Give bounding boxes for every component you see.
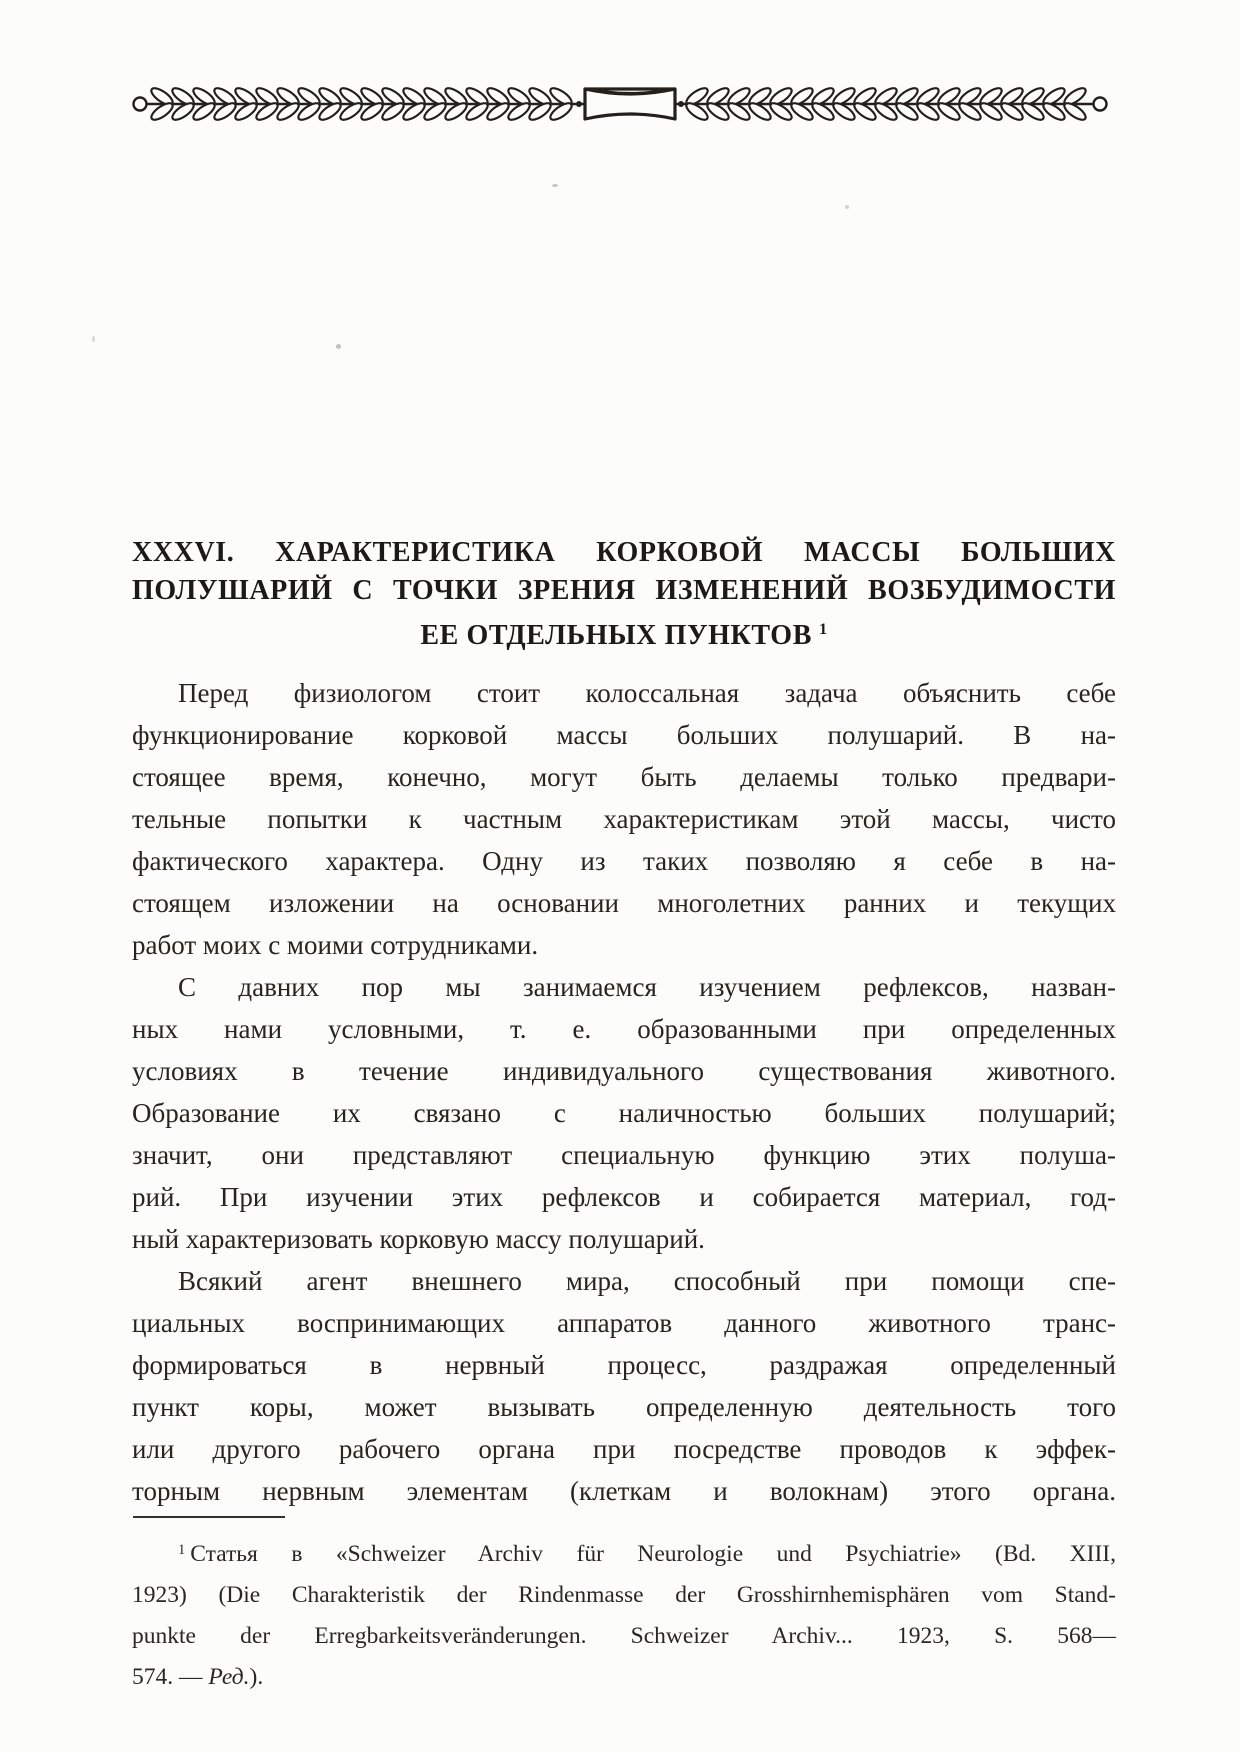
footnote-separator [133,1516,285,1518]
text-line: функционирование корковой массы больших полушарий. В на- [132,720,1116,750]
text-line: пункт коры, может вызывать определенную деятельность того [132,1392,1116,1422]
footnote-marker: 1 [178,1542,186,1558]
chapter-heading-line: XXXVI. ХАРАКТЕРИСТИКА КОРКОВОЙ МАССЫ БОЛЬШИХ [132,537,1116,568]
footnote-line [132,1530,1116,1575]
footnote-editor-note: Ред. [208,1664,250,1690]
body-paragraph [132,672,1116,966]
footnote-text: 574. — [132,1664,209,1690]
text-line: стоящем изложении на основании многолетних ранних и текущих [132,888,1116,918]
text-line: формироваться в нервный процесс, раздражая определенный [132,1350,1116,1380]
text-line: ный характеризовать корковую массу полушарий. [132,1224,705,1254]
text-line: Образование их связано с наличностью больших полушарий; [132,1098,1116,1128]
text-line: условиях в течение индивидуального существования животного. [132,1056,1116,1086]
heading-footnote-ref: 1 [818,620,828,638]
text-line: или другого рабочего органа при посредстве проводов к эффек- [132,1434,1116,1464]
footnote-line [132,1657,1116,1698]
text-line: рий. При изучении этих рефлексов и собирается материал, год- [132,1182,1116,1212]
scan-speck [845,205,849,209]
chapter-heading [132,534,1116,655]
footnote-line: punkte der Erregbarkeitsveränderungen. Schweizer Archiv... 1923, S. 568— [132,1623,1116,1649]
footnote [132,1530,1116,1698]
text-line: Перед физиологом стоит колоссальная задача объяснить себе [178,678,1116,708]
chapter-heading-line: ПОЛУШАРИЙ С ТОЧКИ ЗРЕНИЯ ИЗМЕНЕНИЙ ВОЗБУДИМОСТИ [132,575,1116,606]
text-line: значит, они представляют специальную функцию этих полуша- [132,1140,1116,1170]
text-line: Всякий агент внешнего мира, способный при помощи спе- [178,1266,1116,1296]
text-line: тельные попытки к частным характеристикам этой массы, чисто [132,804,1116,834]
text-line: работ моих с моими сотрудниками. [132,930,539,960]
text-line: стоящее время, конечно, могут быть делаемы только предвари- [132,762,1116,792]
scan-speck [92,336,95,342]
body-paragraph [132,1260,1116,1512]
footnote-text: Статья в «Schweizer Archiv für Neurologie und Psychiatrie» (Bd. XIII, [190,1541,1116,1567]
body-paragraph [132,966,1116,1260]
footnote-text: ). [249,1664,264,1690]
page-body-text [132,672,1116,1512]
chapter-heading-line [132,610,1116,655]
text-line: С давних пор мы занимаемся изучением рефлексов, назван- [178,972,1116,1002]
text-line: ных нами условными, т. е. образованными при определенных [132,1014,1116,1044]
chapter-heading-text: ЕЕ ОТДЕЛЬНЫХ ПУНКТОВ [420,620,812,651]
scan-speck [552,184,558,187]
text-line: торным нервным элементам (клеткам и волокнам) этого органа. [132,1476,1116,1506]
text-line: циальных воспринимающих аппаратов данного животного транс- [132,1308,1116,1338]
footnote-line: 1923) (Die Charakteristik der Rindenmasse der Grosshirnhemisphären vom Stand- [132,1582,1116,1608]
scan-speck [336,344,341,349]
laurel-garland-icon [128,84,1112,124]
text-line: фактического характера. Одну из таких позволяю я себе в на- [132,846,1116,876]
